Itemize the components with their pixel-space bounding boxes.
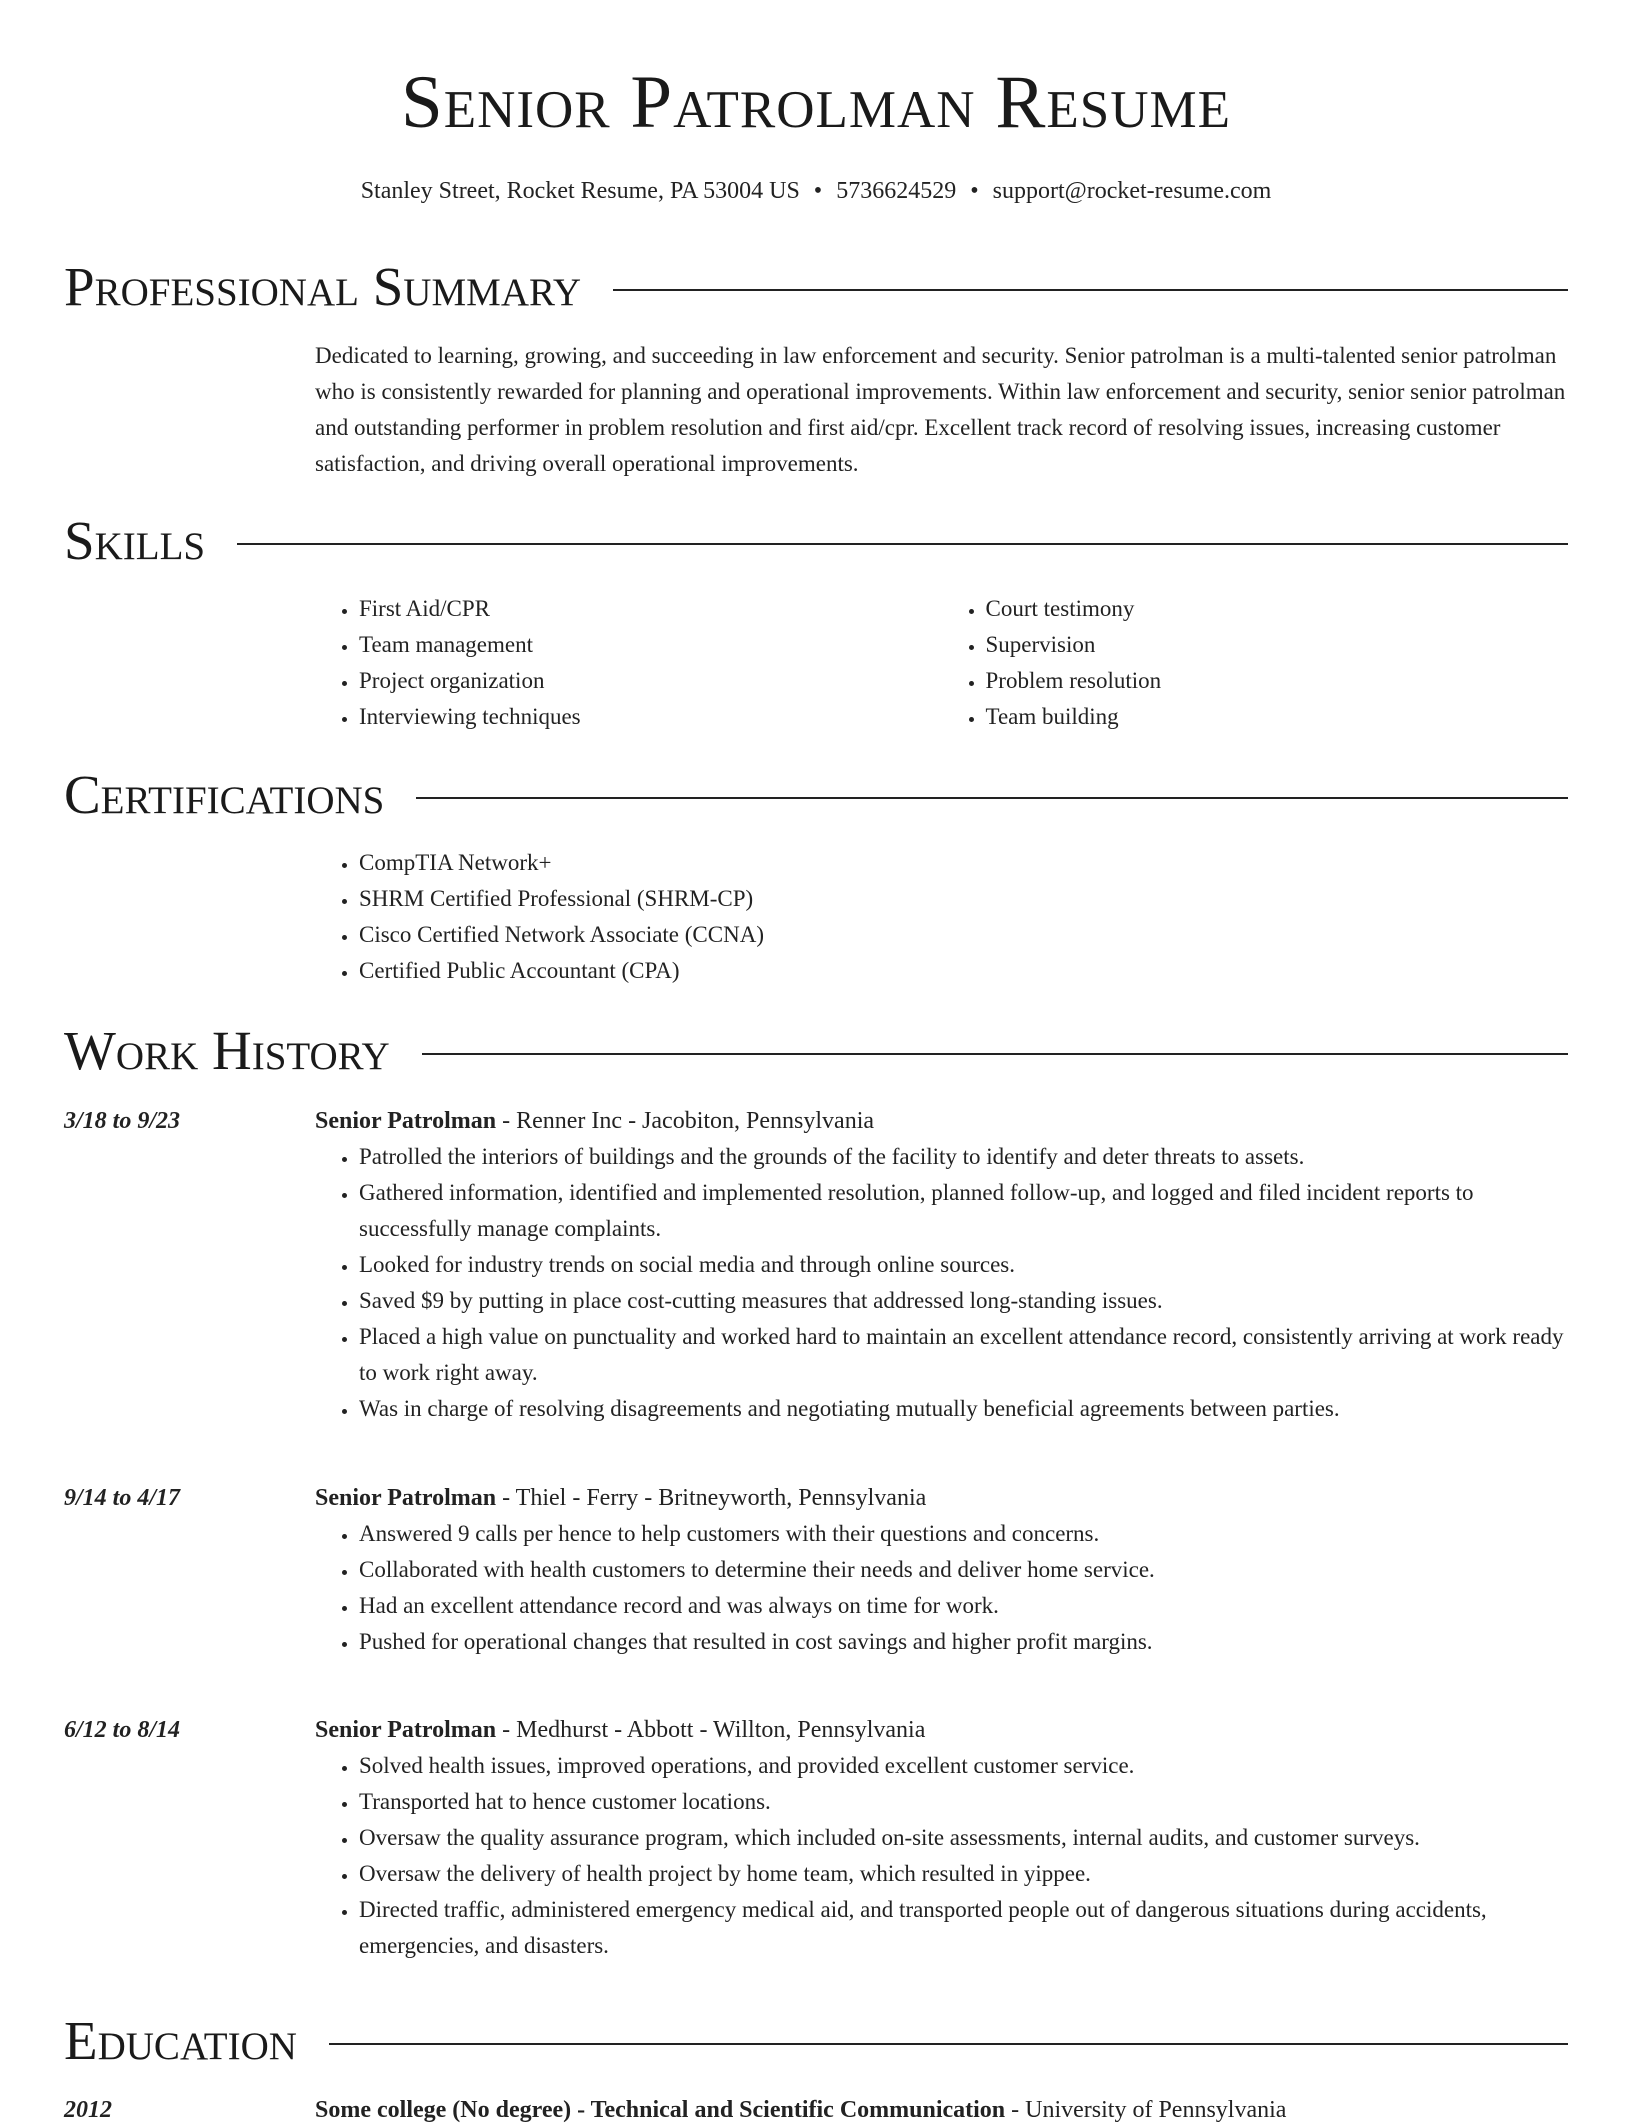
skills-column-left xyxy=(315,591,942,735)
job-bullet: • Was in charge of resolving disagreements and negotiating mutually beneficial agreements between parties. xyxy=(359,1391,1568,1427)
certification-item: • Certified Public Accountant (CPA) xyxy=(359,953,1568,989)
section-divider xyxy=(613,289,1568,291)
certification-item: • SHRM Certified Professional (SHRM-CP) xyxy=(359,881,1568,917)
summary-text: Dedicated to learning, growing, and succeeding in law enforcement and security. Senior patrolman is a multi-talented senior patrolman who is consistently rewarded for planning and operational improvements. Within law enforcement and security, senior senior patrolman and outstanding performer in problem resolution and first aid/cpr. Excellent track record of resolving issues, increasing customer satisfaction, and driving overall operational improvements. xyxy=(315,343,1566,476)
skills-column-right xyxy=(942,591,1569,735)
section-certifications xyxy=(64,763,1568,827)
separator: • xyxy=(813,178,823,204)
section-professional-summary xyxy=(64,255,1568,319)
job-bullet: • Oversaw the delivery of health project by home team, which resulted in yippee. xyxy=(359,1856,1568,1892)
section-skills xyxy=(64,509,1568,573)
job-bullets xyxy=(315,1748,1568,1964)
skill-item: • Project organization xyxy=(359,663,942,699)
job-dates: 9/14 to 4/17 xyxy=(64,1485,181,1511)
email: support@rocket-resume.com xyxy=(992,178,1272,204)
phone: 5736624529 xyxy=(836,178,957,204)
skill-item: • Court testimony xyxy=(986,591,1569,627)
section-education xyxy=(64,2009,1568,2073)
education-entry xyxy=(315,2092,1568,2128)
job-role: Senior Patrolman xyxy=(315,1485,497,1511)
job-entry xyxy=(315,1712,1568,1964)
job-entry xyxy=(315,1480,1568,1660)
job-bullet: • Saved $9 by putting in place cost-cutting measures that addressed long-standing issues. xyxy=(359,1283,1568,1319)
skill-item: • Interviewing techniques xyxy=(359,699,942,735)
separator: • xyxy=(970,178,979,204)
section-title: Professional Summary xyxy=(64,256,582,317)
job-bullet: • Collaborated with health customers to determine their needs and deliver home service. xyxy=(359,1552,1568,1588)
section-divider xyxy=(416,797,1568,799)
job-bullet: • Placed a high value on punctuality and worked hard to maintain an excellent attendance record, consistently arriving at work ready to work right away. xyxy=(359,1319,1568,1391)
education-school: - University of Pennsylvania xyxy=(1005,2097,1287,2123)
job-bullet: • Solved health issues, improved operations, and provided excellent customer service. xyxy=(359,1748,1568,1784)
job-bullets xyxy=(315,1516,1568,1660)
skill-item: • Problem resolution xyxy=(986,663,1569,699)
skill-item: • Team building xyxy=(986,699,1569,735)
section-work-history xyxy=(64,1019,1568,1083)
page-title: Senior Patrolman Resume xyxy=(401,61,1231,144)
certifications-list xyxy=(315,845,1568,989)
job-company: - Renner Inc - Jacobiton, Pennsylvania xyxy=(496,1108,875,1134)
section-title: Education xyxy=(64,2010,297,2071)
section-divider xyxy=(422,1053,1568,1055)
skill-item: • Supervision xyxy=(986,627,1569,663)
education-heading xyxy=(315,2092,1568,2128)
section-divider xyxy=(329,2043,1568,2045)
job-entry xyxy=(315,1103,1568,1427)
job-dates: 6/12 to 8/14 xyxy=(64,1717,181,1743)
job-bullet: • Pushed for operational changes that resulted in cost savings and higher profit margins. xyxy=(359,1624,1568,1660)
skill-item: • Team management xyxy=(359,627,942,663)
skill-item: • First Aid/CPR xyxy=(359,591,942,627)
job-heading xyxy=(315,1712,1568,1748)
skills-list xyxy=(315,591,1568,735)
job-heading xyxy=(315,1103,1568,1139)
job-bullet: • Looked for industry trends on social media and through online sources. xyxy=(359,1247,1568,1283)
section-title: Work History xyxy=(64,1020,390,1081)
job-dates: 3/18 to 9/23 xyxy=(64,1108,181,1134)
job-company: - Thiel - Ferry - Britneyworth, Pennsylvania xyxy=(496,1485,927,1511)
job-role: Senior Patrolman xyxy=(315,1717,497,1743)
contact-line xyxy=(0,174,1632,208)
job-company: - Medhurst - Abbott - Willton, Pennsylvania xyxy=(496,1717,926,1743)
education-year: 2012 xyxy=(64,2097,112,2123)
job-bullet: • Transported hat to hence customer locations. xyxy=(359,1784,1568,1820)
section-divider xyxy=(237,543,1568,545)
job-bullet: • Patrolled the interiors of buildings and the grounds of the facility to identify and deter threats to assets. xyxy=(359,1139,1568,1175)
section-title: Certifications xyxy=(64,764,385,825)
job-bullet: • Oversaw the quality assurance program, which included on-site assessments, internal audits, and customer surveys. xyxy=(359,1820,1568,1856)
section-title: Skills xyxy=(64,510,206,571)
job-bullet: • Directed traffic, administered emergency medical aid, and transported people out of dangerous situations during accidents, emergencies, and disasters. xyxy=(359,1892,1568,1964)
job-heading xyxy=(315,1480,1568,1516)
education-degree: Some college (No degree) - Technical and Scientific Communication xyxy=(315,2097,1006,2123)
job-bullet: • Had an excellent attendance record and was always on time for work. xyxy=(359,1588,1568,1624)
job-bullets xyxy=(315,1139,1568,1427)
job-role: Senior Patrolman xyxy=(315,1108,497,1134)
address: Stanley Street, Rocket Resume, PA 53004 US xyxy=(360,178,800,204)
job-bullet: • Answered 9 calls per hence to help customers with their questions and concerns. xyxy=(359,1516,1568,1552)
certification-item: • CompTIA Network+ xyxy=(359,845,1568,881)
certification-item: • Cisco Certified Network Associate (CCNA) xyxy=(359,917,1568,953)
job-bullet: • Gathered information, identified and implemented resolution, planned follow-up, and logged and filed incident reports to successfully manage complaints. xyxy=(359,1175,1568,1247)
